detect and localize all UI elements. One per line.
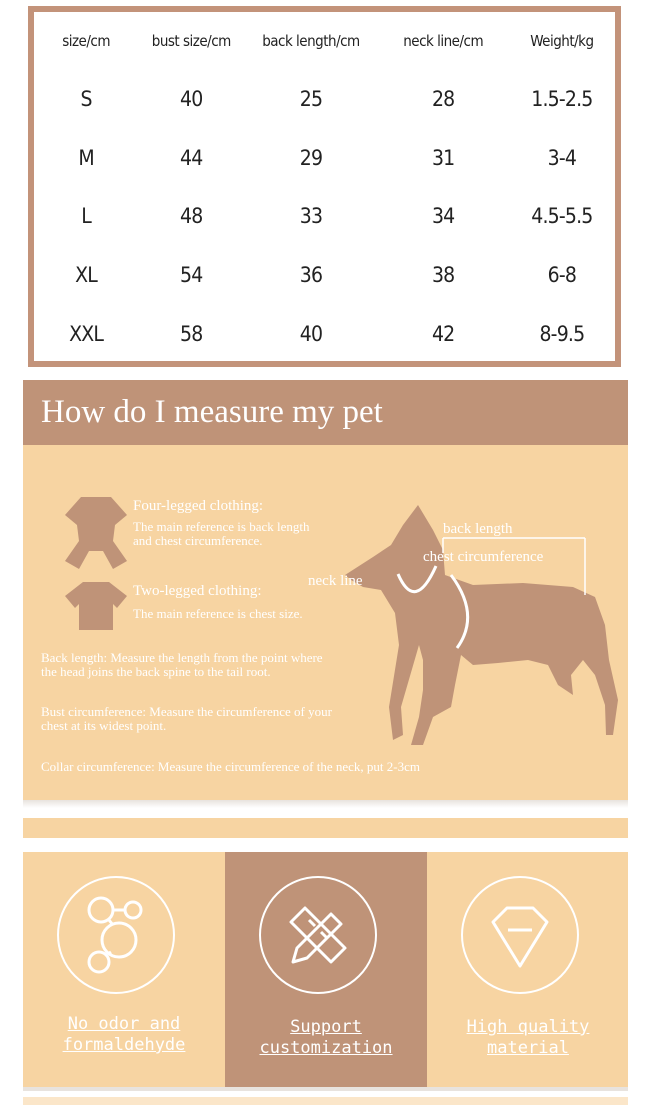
feature-label-line2: formaldehyde [62, 1035, 186, 1055]
cell-neck-line: 42 [431, 321, 455, 346]
feature-label-line1: No odor and [67, 1014, 181, 1034]
features-section [23, 852, 628, 1087]
bust-line1: Bust circumference: Measure the circumference of your [41, 704, 332, 719]
cell-size: XXL [69, 321, 104, 346]
feature-label-line1: High quality [466, 1017, 590, 1037]
table-row [34, 129, 615, 188]
two-legged-title: Two-legged clothing: [133, 583, 262, 599]
four-legged-title: Four-legged clothing: [133, 498, 264, 514]
divider-strip [23, 818, 628, 838]
panel-shadow [23, 800, 628, 808]
cell-bust: 48 [180, 204, 203, 229]
header-size: size/cm [62, 32, 110, 50]
collar-text: Collar circumference: Measure the circumference of the neck, put 2-3cm [41, 759, 420, 774]
table-row [34, 70, 615, 129]
header-bust: bust size/cm [151, 32, 231, 50]
four-legged-line1: The main reference is back length [133, 519, 310, 534]
diamond-icon [463, 878, 577, 992]
size-table-card [34, 12, 615, 361]
size-table-frame [28, 6, 621, 367]
feature-customization [225, 852, 427, 1087]
size-table [34, 12, 615, 363]
cell-neck-line: 31 [431, 145, 455, 170]
measure-header [23, 380, 628, 445]
cell-back-length: 36 [299, 263, 323, 288]
bottom-strip [23, 1097, 628, 1105]
size-table-header-row [34, 12, 615, 70]
dog-neck-label: neck line [308, 573, 363, 589]
four-legged-line2: and chest circumference. [133, 533, 263, 548]
cell-back-length: 33 [299, 204, 323, 229]
feature-circle [461, 876, 579, 994]
header-weight: Weight/kg [530, 32, 594, 50]
bust-line2: chest at its widest point. [41, 718, 167, 733]
feature-label-line2: material [487, 1038, 569, 1058]
table-row [34, 304, 615, 363]
feature-label-line2: customization [259, 1038, 393, 1058]
feature-high-quality [427, 852, 629, 1087]
cell-bust: 40 [180, 87, 203, 112]
table-row [34, 187, 615, 246]
cell-size: L [81, 204, 91, 229]
measure-title: How do I measure my pet [41, 394, 383, 430]
feature-circle [259, 876, 377, 994]
cell-neck-line: 34 [431, 204, 455, 229]
cell-bust: 58 [180, 321, 203, 346]
feature-circle [57, 876, 175, 994]
bottom-shadow [23, 1087, 628, 1091]
cell-weight: 6-8 [547, 263, 577, 288]
cell-weight: 8-9.5 [539, 321, 585, 346]
feature-no-odor [23, 852, 225, 1087]
cell-bust: 54 [180, 263, 203, 288]
measure-panel [23, 445, 628, 800]
cell-weight: 3-4 [547, 145, 577, 170]
header-neck-line: neck line/cm [403, 32, 484, 50]
cell-size: S [80, 87, 92, 112]
cell-weight: 1.5-2.5 [531, 87, 593, 112]
cell-back-length: 25 [299, 87, 323, 112]
cell-size: XL [75, 263, 98, 288]
back-length-line2: the head joins the back spine to the tail root. [41, 664, 271, 679]
table-row [34, 246, 615, 305]
feature-label-line1: Support [290, 1017, 362, 1037]
cell-size: M [78, 145, 94, 170]
cell-back-length: 29 [299, 145, 323, 170]
dog-back-length-label: back length [443, 521, 513, 537]
back-length-line1: Back length: Measure the length from the point where [41, 650, 323, 665]
pencil-ruler-icon [261, 878, 375, 992]
four-legged-shirt-icon [63, 495, 129, 569]
two-legged-shirt-icon [63, 580, 129, 630]
cell-neck-line: 38 [431, 263, 455, 288]
header-back-length: back length/cm [262, 32, 360, 50]
molecule-icon [59, 878, 173, 992]
cell-neck-line: 28 [431, 87, 455, 112]
cell-bust: 44 [180, 145, 203, 170]
dog-chest-label: chest circumference [423, 549, 544, 565]
cell-weight: 4.5-5.5 [531, 204, 593, 229]
two-legged-line1: The main reference is chest size. [133, 606, 303, 621]
cell-back-length: 40 [299, 321, 323, 346]
